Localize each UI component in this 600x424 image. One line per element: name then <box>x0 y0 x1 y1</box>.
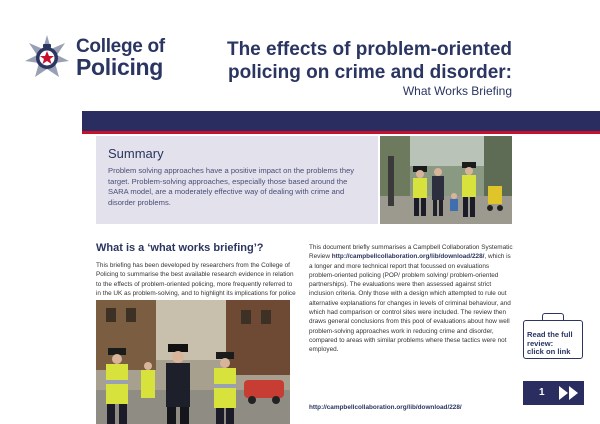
header-band <box>82 111 600 131</box>
read-full-review-line-1: Read the full <box>527 330 573 339</box>
what-works-section <box>96 242 296 308</box>
summary-heading: Summary <box>108 146 164 161</box>
what-works-text: This briefing has been developed by researchers from the College of Policing to summarise the best available research evidence in relation to the effects of problem-oriented policing, more frequently referred to in the UK as problem-solving, and to highlight its implications for police <box>96 262 296 298</box>
read-full-review-line-3: click on link <box>527 347 571 357</box>
police-street-photo <box>96 300 290 424</box>
summary-box <box>96 136 378 224</box>
campbell-review-text <box>309 243 513 355</box>
read-full-review-line-2: review: <box>527 338 554 348</box>
campbell-review-link[interactable]: http://campbellcollaboration.org/lib/download/228/ <box>331 253 485 261</box>
summary-text: Problem solving approaches have a positive impact on the problems they target. Problem-solving approaches, especially those based around the SARA model, are a moderately effective way of dealing with crime and disorder problems. <box>108 166 355 207</box>
campbell-review-section <box>309 243 513 355</box>
college-of-policing-logo <box>24 34 184 84</box>
logo-text-college-of: College of <box>76 36 165 57</box>
document-subtitle: What Works Briefing <box>402 84 512 98</box>
logo-text-policing: Policing <box>76 54 164 80</box>
full-review-link[interactable]: http://campbellcollaboration.org/lib/download/228/ <box>309 404 462 411</box>
title-line-1: The effects of problem-oriented <box>226 39 512 60</box>
police-community-photo <box>380 136 512 224</box>
campbell-review-body: , which is a longer and more technical report that focussed on evaluations problem-oriented policing (POP/ problem solving/ problem-oriented partnerships). The evaluations were then assessed against strict inclusion criteria. Only those with a design which attempted to rule out alternative explanations for changes in levels of criminal behaviour, and which had comparison or control sites were included. The review then draws general conclusions from this pool of evaluations about how well problem-solving approaches work in reducing crime and disorder, compared to areas with similar problems where these tactics were not employed. <box>309 253 511 354</box>
document-title-block <box>227 38 512 99</box>
read-full-review-callout <box>527 331 573 357</box>
page-number: 1 <box>539 387 545 398</box>
police-star-crest-icon <box>24 34 70 80</box>
title-line-2: policing on crime and disorder: <box>228 62 512 83</box>
next-page-arrows-icon[interactable] <box>559 386 579 400</box>
campbell-review-intro: This document briefly summarises a Campbell Collaboration Systematic Review <box>309 244 513 261</box>
header-band-red-stripe <box>82 131 600 134</box>
page-navigation <box>523 381 584 405</box>
what-works-heading: What is a ‘what works briefing’? <box>96 242 264 254</box>
